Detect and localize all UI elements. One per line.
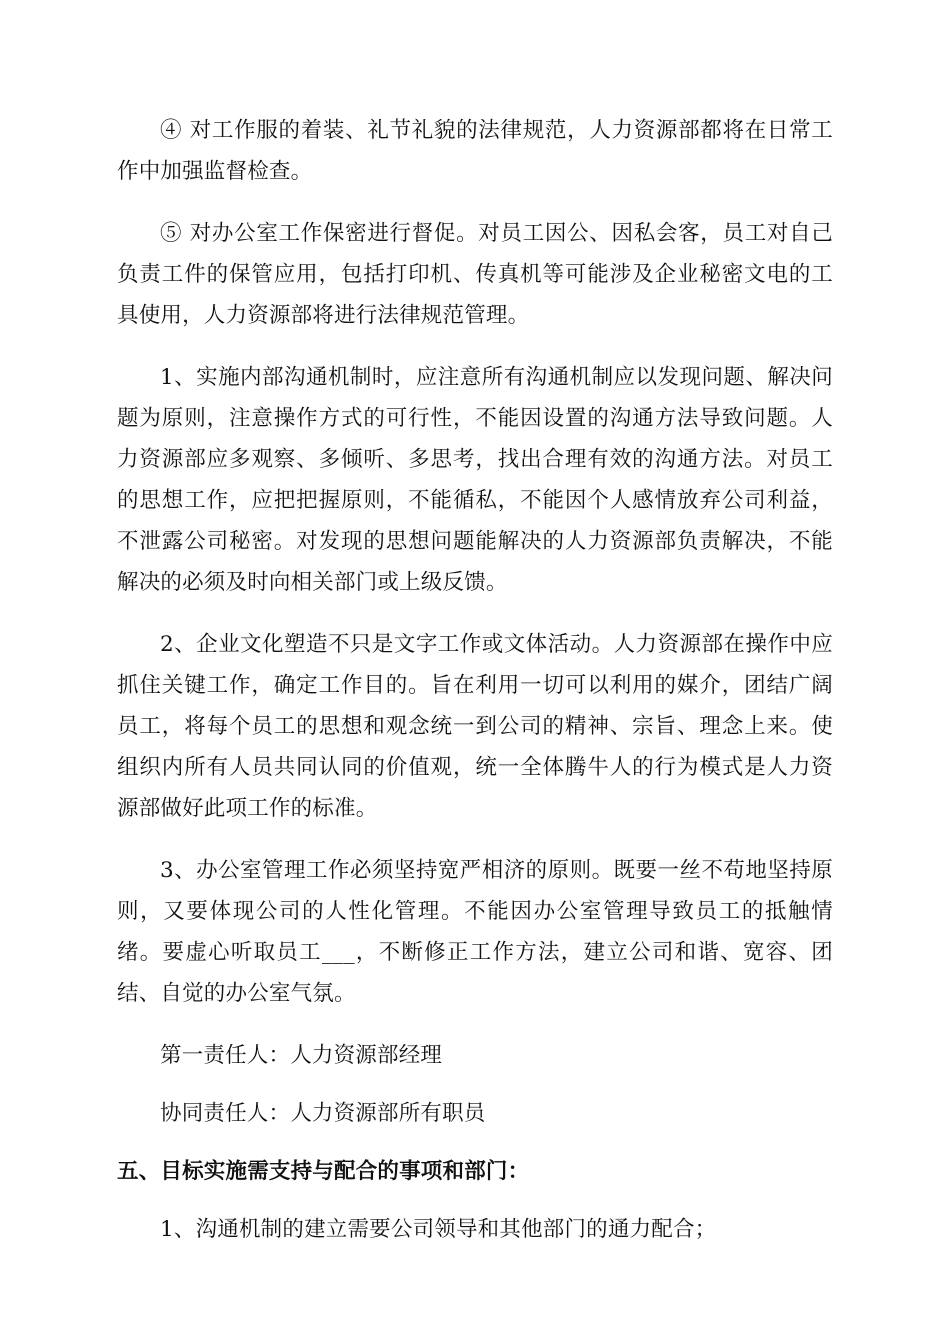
assisting-responsible-person: 协同责任人：人力资源部所有职员 (160, 1101, 486, 1126)
document-body (117, 110, 833, 1267)
paragraph-corporate-culture: 2、企业文化塑造不只是文字工作或文体活动。人力资源部在操作中应抓住关键工作，确定工作目的。旨在利用一切可以利用的媒介，团结广阔员工，将每个员工的思想和观念统一到公司的精神、宗旨、理念上来。使组织内所有人员共同认同的价值观，统一全体腾牛人的行为模式是人力资源部做好此项工作的标准。 (117, 632, 833, 821)
paragraph-internal-communication: 1、实施内部沟通机制时，应注意所有沟通机制应以发现问题、解决问题为原则，注意操作方式的可行性，不能因设置的沟通方法导致问题。人力资源部应多观察、多倾听、多思考，找出合理有效的沟通方法。对员工的思想工作，应把把握原则，不能循私，不能因个人感情放弃公司利益，不泄露公司秘密。对发现的思想问题能解决的人力资源部负责解决，不能解决的必须及时向相关部门或上级反馈。 (117, 365, 833, 595)
paragraph-office-confidentiality: ⑤ 对办公室工作保密进行督促。对员工因公、因私会客，员工对自己负责工件的保管应用，包括打印机、传真机等可能涉及企业秘密文电的工具使用，人力资源部将进行法律规范管理。 (117, 221, 833, 328)
paragraph-uniform-etiquette: ④ 对工作服的着装、礼节礼貌的法律规范，人力资源部都将在日常工作中加强监督检查。 (117, 118, 833, 184)
section-heading: 五、目标实施需支持与配合的事项和部门： (117, 1159, 530, 1184)
primary-responsible-person: 第一责任人：人力资源部经理 (160, 1043, 443, 1068)
paragraph-office-management: 3、办公室管理工作必须坚持宽严相济的原则。既要一丝不苟地坚持原则，又要体现公司的人性化管理。不能因办公室管理导致员工的抵触情绪。要虚心听取员工___，不断修正工作方法，建立公司和谐、宽容、团结、自觉的办公室气氛。 (117, 858, 833, 1006)
section-list-item: 1、沟通机制的建立需要公司领导和其他部门的通力配合； (160, 1217, 717, 1242)
